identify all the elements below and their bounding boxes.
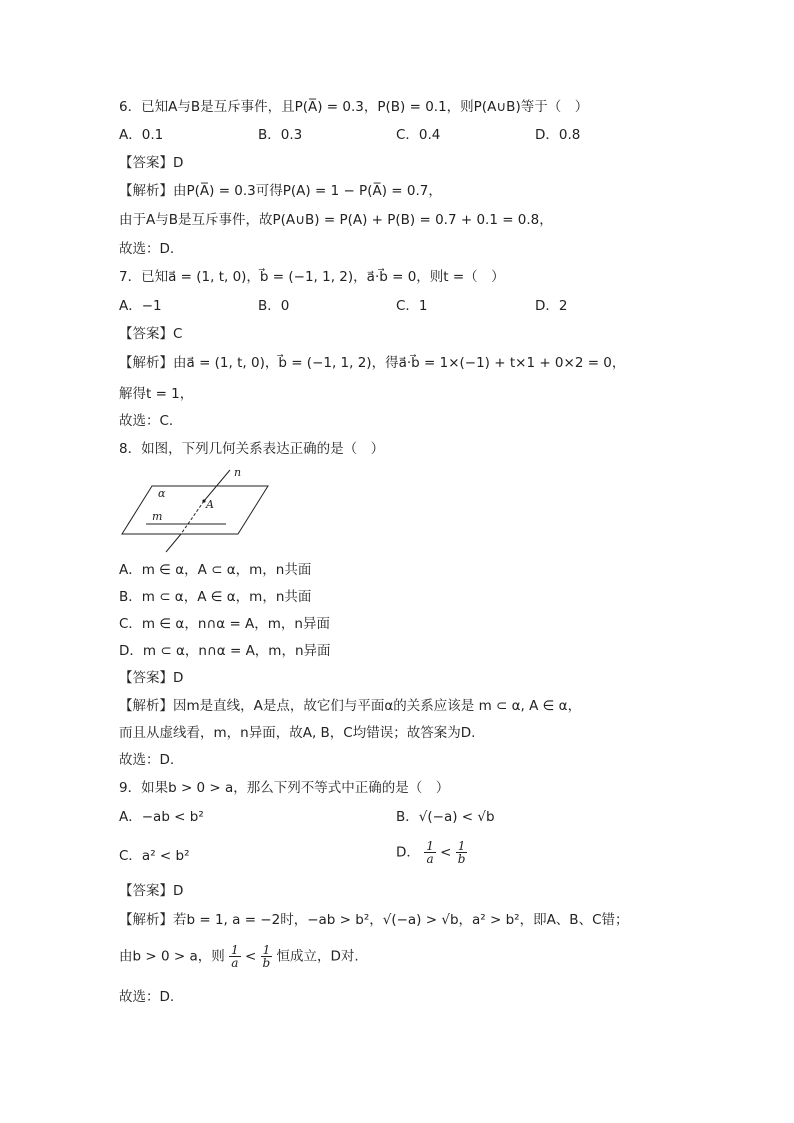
q7-stem: 7．已知a⃗ = (1, t, 0)，b⃗ = (−1, 1, 2)，a⃗·b⃗ = 0，则t =（ ）	[119, 269, 505, 285]
fraction-one-over-b	[261, 944, 273, 969]
plane-alpha	[122, 486, 268, 534]
line-n-hidden	[181, 501, 204, 534]
line-n-lower	[166, 534, 181, 552]
q6-analysis-line-2: 由于A与B是互斥事件，故P(A∪B) = P(A) + P(B) = 0.7 + 0.1 = 0.8，	[119, 212, 553, 228]
fraction-numerator: 1	[426, 839, 434, 853]
q7-analysis-line-3: 故选：C.	[119, 413, 174, 429]
fraction-denominator: b	[457, 852, 466, 866]
q9-answer: 【答案】D	[119, 883, 184, 899]
fraction-denominator: a	[231, 956, 239, 970]
fraction-one-over-a	[424, 840, 436, 865]
q9-option-a: A．−ab < b²	[119, 809, 204, 825]
q8-analysis-line-2: 而且从虚线看，m，n异面，故A, B，C均错误；故答案为D.	[119, 725, 476, 741]
fraction-numerator: 1	[262, 943, 271, 957]
q8-analysis-line-1: 【解析】因m是直线，A是点，故它们与平面α的关系应该是 m ⊂ α, A ∈ α，	[119, 698, 582, 714]
q6-answer: 【答案】D	[119, 155, 184, 171]
q6-option-b: B．0.3	[258, 127, 303, 143]
q7-analysis-line-1: 【解析】由a⃗ = (1, t, 0)，b⃗ = (−1, 1, 2)，得a⃗·b⃗ = 1×(−1) + t×1 + 0×2 = 0，	[119, 355, 626, 371]
q9-analysis-suffix: 恒成立，D对.	[276, 948, 359, 965]
label-point-a: A	[206, 498, 214, 511]
q9-analysis-line-1: 【解析】若b = 1, a = −2时，−ab > b²，√(−a) > √b，a² > b²，即A、B、C错；	[119, 912, 629, 928]
q6-option-a: A．0.1	[119, 127, 164, 143]
q9-analysis-line-3: 故选：D.	[119, 989, 175, 1005]
q7-option-a: A．−1	[119, 298, 162, 314]
q9-option-c: C．a² < b²	[119, 848, 190, 864]
fraction-denominator: a	[426, 852, 434, 866]
q8-option-a: A．m ∈ α，A ⊂ α，m，n共面	[119, 562, 312, 578]
q8-option-c: C．m ∈ α，n∩α = A，m，n异面	[119, 616, 330, 632]
q9-option-b: B．√(−a) < √b	[396, 809, 495, 825]
q6-stem: 6．已知A与B是互斥事件，且P(A̅) = 0.3，P(B) = 0.1，则P(A∪B)等于（ ）	[119, 99, 589, 115]
q8-analysis-line-3: 故选：D.	[119, 752, 175, 768]
label-alpha: α	[158, 487, 166, 500]
less-than-sign: <	[244, 948, 257, 965]
q6-option-d: D．0.8	[535, 127, 581, 143]
q9-analysis-prefix: 由b > 0 > a，则	[119, 948, 225, 965]
fraction-numerator: 1	[457, 839, 466, 853]
fraction-numerator: 1	[231, 943, 239, 957]
q9-option-d	[396, 840, 467, 865]
q7-option-c: C．1	[396, 298, 428, 314]
q9-analysis-line-2	[119, 944, 359, 969]
q7-option-d: D．2	[535, 298, 568, 314]
fraction-one-over-b	[456, 840, 468, 865]
q7-analysis-line-2: 解得t = 1，	[119, 386, 194, 402]
fraction-denominator: b	[262, 956, 271, 970]
less-than-sign: <	[440, 844, 452, 861]
q7-option-b: B．0	[258, 298, 290, 314]
q9-stem: 9．如果b > 0 > a，那么下列不等式中正确的是（ ）	[119, 780, 450, 796]
q8-answer: 【答案】D	[119, 670, 184, 686]
q8-stem: 8．如图，下列几何关系表达正确的是（ ）	[119, 441, 385, 457]
q9-option-d-prefix: D．	[396, 844, 420, 861]
q8-option-d: D．m ⊂ α，n∩α = A，m，n异面	[119, 643, 331, 659]
q8-option-b: B．m ⊂ α，A ∈ α，m，n共面	[119, 589, 312, 605]
plane-line-figure	[118, 466, 278, 556]
q6-option-c: C．0.4	[396, 127, 441, 143]
label-m: m	[152, 510, 163, 523]
q6-analysis-line-3: 故选：D.	[119, 241, 175, 257]
q7-answer: 【答案】C	[119, 326, 183, 342]
fraction-one-over-a	[229, 944, 241, 969]
label-n: n	[234, 466, 242, 479]
q6-analysis-line-1: 【解析】由P(A̅) = 0.3可得P(A) = 1 − P(A̅) = 0.7，	[119, 183, 442, 199]
